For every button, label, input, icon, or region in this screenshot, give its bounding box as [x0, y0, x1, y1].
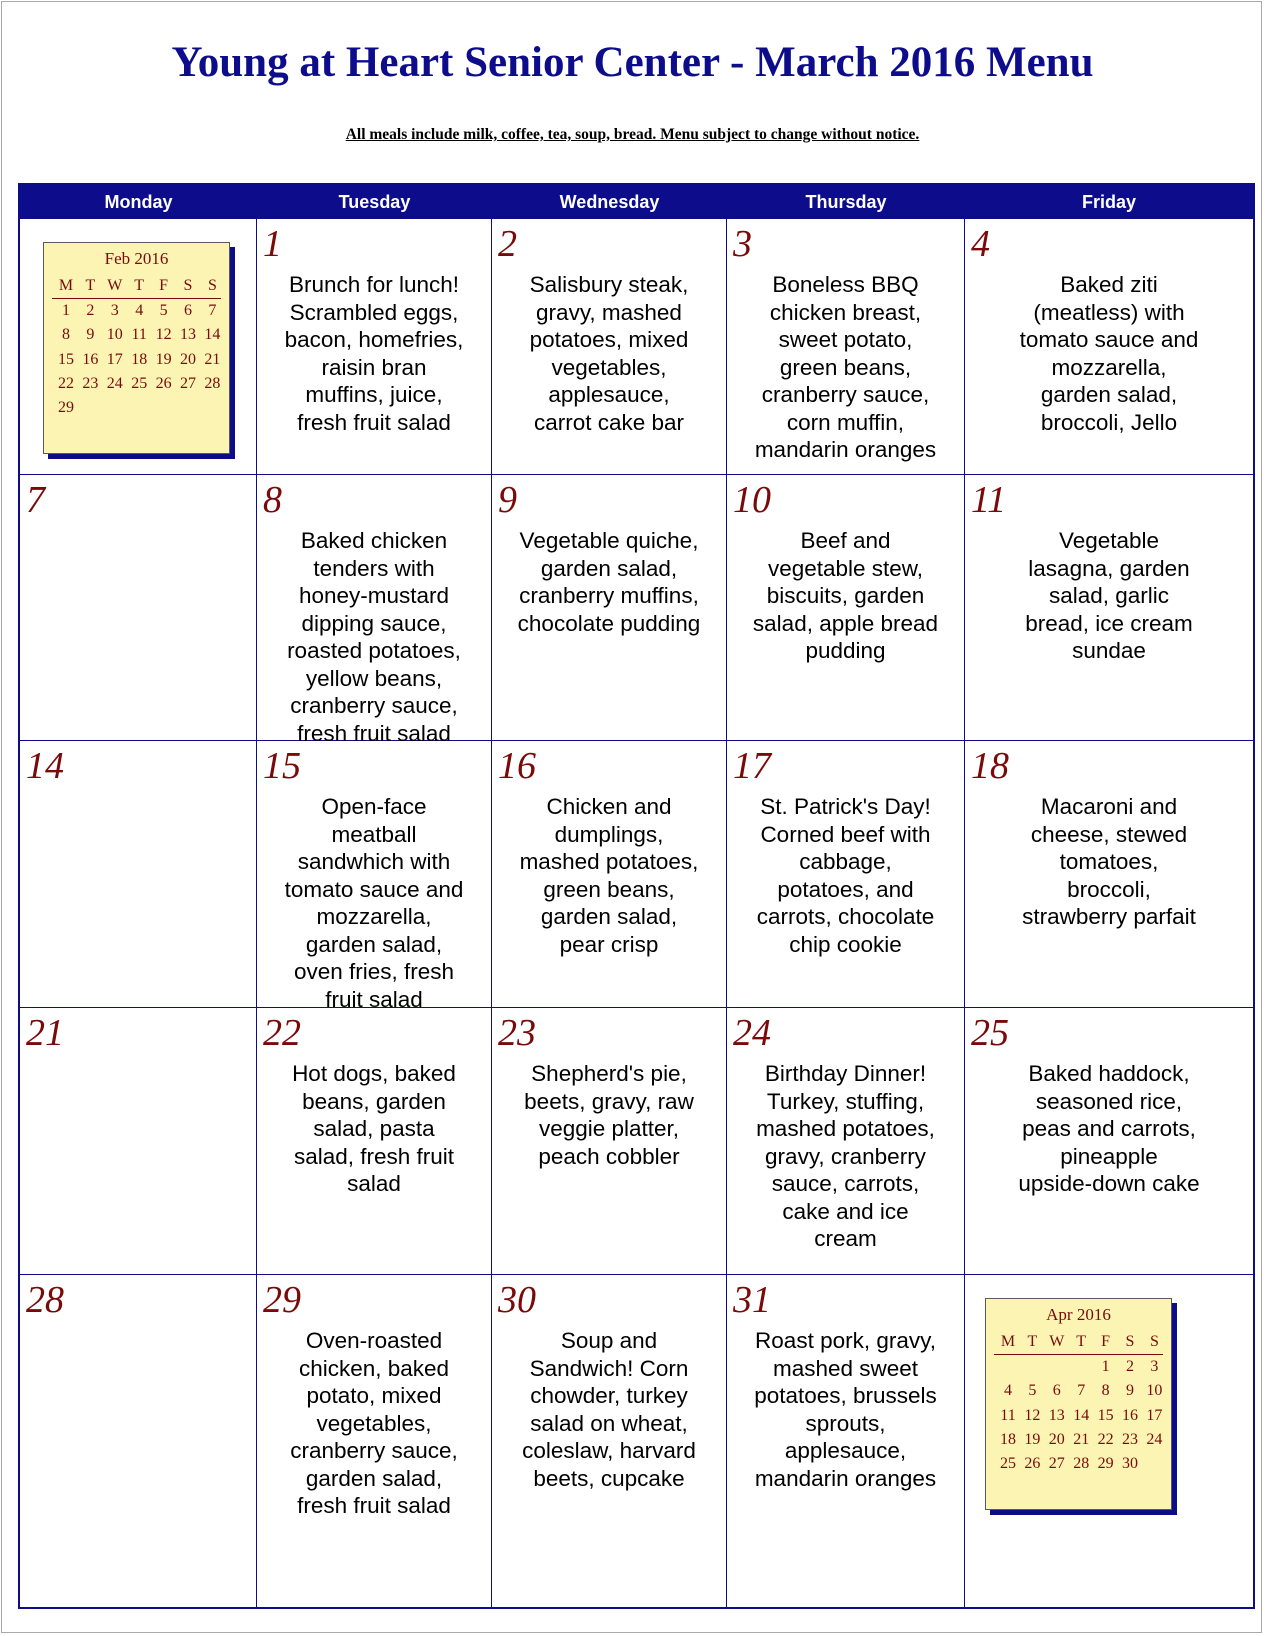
mini-calendar-weekday-letter: T — [134, 277, 145, 294]
menu-text: Baked chicken tenders with honey-mustard dipping sauce, roasted potatoes, yellow beans, cranberry sauce, fresh fruit salad — [287, 528, 461, 746]
weekday-header-monday: Monday — [104, 192, 173, 212]
mini-calendar-date: 25 — [1000, 1455, 1016, 1473]
day-cell-1 — [257, 219, 492, 475]
menu-text: Vegetable lasagna, garden salad, garlic bread, ice cream sundae — [1025, 528, 1193, 663]
mini-calendar-weekday-letter: T — [1027, 1333, 1038, 1350]
mini-calendar-date: 12 — [1024, 1406, 1041, 1424]
mini-calendar-date: 18 — [131, 350, 148, 368]
mini-calendar-date: 8 — [62, 326, 70, 344]
menu-text: Baked ziti (meatless) with tomato sauce and mozzarella, garden salad, broccoli, Jello — [1019, 272, 1199, 435]
day-cell-24 — [727, 1008, 965, 1275]
mini-calendar-title: Feb 2016 — [104, 249, 169, 268]
mini-calendar-date: 26 — [1024, 1455, 1041, 1473]
day-number: 14 — [26, 745, 64, 787]
weekday-header-tuesday: Tuesday — [338, 192, 411, 212]
mini-calendar-date: 22 — [58, 374, 74, 392]
day-cell-3 — [727, 219, 965, 475]
day-number: 21 — [26, 1012, 64, 1054]
day-number: 11 — [971, 479, 1007, 521]
mini-calendar-weekday-letter: S — [1125, 1333, 1135, 1350]
mini-calendar-date: 30 — [1122, 1455, 1138, 1473]
mini-calendar-weekday-letter: F — [159, 277, 169, 294]
day-number: 4 — [971, 223, 990, 265]
mini-calendar-date: 7 — [1077, 1382, 1086, 1400]
mini-calendar-date: 4 — [1004, 1382, 1012, 1400]
day-number: 1 — [263, 223, 282, 265]
mini-calendar-date: 20 — [180, 350, 196, 368]
mini-calendar-cell — [20, 219, 257, 475]
menu-text: Vegetable quiche, garden salad, cranberry muffins, chocolate pudding — [517, 528, 701, 636]
mini-calendar-date: 3 — [1150, 1358, 1159, 1375]
day-cell-14 — [20, 741, 257, 1008]
weekday-header-wednesday: Wednesday — [559, 192, 660, 212]
menu-notice: All meals include milk, coffee, tea, soup, bread. Menu subject to change without notice. — [345, 126, 920, 143]
mini-calendar-weekday-letter: M — [1000, 1333, 1016, 1350]
menu-text: Soup and Sandwich! Corn chowder, turkey salad on wheat, coleslaw, harvard beets, cupcake — [522, 1328, 696, 1491]
mini-calendar-date: 6 — [1052, 1382, 1061, 1400]
mini-calendar-date: 20 — [1048, 1430, 1065, 1448]
day-cell-16 — [492, 741, 727, 1008]
menu-text: Beef and vegetable stew, biscuits, garden salad, apple bread pudding — [752, 528, 939, 663]
day-number: 25 — [971, 1012, 1009, 1054]
weekday-header-thursday: Thursday — [805, 192, 887, 212]
page-title: Young at Heart Senior Center - March 2016 Menu — [171, 39, 1094, 86]
day-number: 9 — [498, 479, 517, 521]
mini-calendar-date: 26 — [155, 374, 172, 392]
mini-calendar-date: 8 — [1101, 1382, 1110, 1400]
mini-calendar-date: 13 — [180, 326, 196, 344]
mini-calendar-cell — [965, 1275, 1253, 1607]
menu-text: Macaroni and cheese, stewed tomatoes, broccoli, strawberry parfait — [1022, 794, 1196, 929]
mini-calendar-date: 9 — [86, 326, 95, 344]
day-cell-7 — [20, 475, 257, 741]
day-cell-21 — [20, 1008, 257, 1275]
mini-calendar-feb — [43, 242, 230, 454]
mini-calendar-date: 29 — [58, 399, 74, 417]
mini-calendar-date: 19 — [155, 350, 172, 368]
day-cell-9 — [492, 475, 727, 741]
menu-text: Boneless BBQ chicken breast, sweet potato, green beans, cranberry sauce, corn muffin, mandarin oranges — [754, 272, 937, 462]
day-cell-2 — [492, 219, 727, 475]
day-cell-23 — [492, 1008, 727, 1275]
mini-calendar-date: 27 — [1048, 1455, 1065, 1473]
menu-text: Chicken and dumplings, mashed potatoes, green beans, garden salad, pear crisp — [519, 794, 699, 957]
mini-calendar-date: 16 — [82, 350, 99, 368]
day-number: 10 — [733, 479, 771, 521]
menu-text: Hot dogs, baked beans, garden salad, pasta salad, fresh fruit salad — [292, 1061, 456, 1196]
day-number: 8 — [263, 479, 282, 521]
day-number: 7 — [26, 479, 45, 521]
mini-calendar-date: 21 — [204, 350, 221, 368]
mini-calendar-date: 11 — [131, 326, 147, 344]
mini-calendar-date: 18 — [1000, 1430, 1016, 1448]
day-cell-15 — [257, 741, 492, 1012]
day-number: 31 — [733, 1279, 771, 1321]
menu-text: Baked haddock, seasoned rice, peas and carrots, pineapple upside-down cake — [1018, 1061, 1200, 1196]
mini-calendar-apr — [985, 1298, 1172, 1510]
menu-text: Shepherd's pie, beets, gravy, raw veggie platter, peach cobbler — [524, 1061, 694, 1169]
mini-calendar-date: 24 — [106, 374, 123, 392]
day-number: 23 — [498, 1012, 536, 1054]
mini-calendar-date: 5 — [159, 302, 168, 319]
day-number: 28 — [26, 1279, 64, 1321]
menu-text: Open-face meatball sandwhich with tomato sauce and mozzarella, garden salad, oven fries, fresh fruit salad — [284, 794, 464, 1012]
mini-calendar-date: 17 — [1146, 1406, 1163, 1424]
mini-calendar-date: 3 — [110, 302, 119, 319]
day-number: 3 — [733, 223, 752, 265]
day-number: 16 — [498, 745, 536, 787]
weekday-header-friday: Friday — [1081, 192, 1137, 212]
mini-calendar-date: 14 — [204, 326, 221, 344]
day-cell-28 — [20, 1275, 257, 1607]
mini-calendar-date: 15 — [1097, 1406, 1114, 1424]
mini-calendar-date: 17 — [106, 350, 123, 368]
mini-calendar-date: 22 — [1097, 1430, 1114, 1448]
mini-calendar-date: 11 — [1000, 1406, 1016, 1424]
mini-calendar-weekday-letter: W — [107, 277, 123, 294]
mini-calendar-date: 2 — [86, 302, 95, 319]
day-cell-25 — [965, 1008, 1253, 1275]
mini-calendar-date: 7 — [208, 302, 217, 319]
mini-calendar-date: 23 — [82, 374, 99, 392]
day-number: 29 — [263, 1279, 301, 1321]
day-cell-8 — [257, 475, 492, 746]
mini-calendar-date: 9 — [1126, 1382, 1134, 1400]
weekday-header-row — [20, 185, 1253, 219]
menu-text: Salisbury steak, gravy, mashed potatoes, mixed vegetables, applesauce, carrot cake bar — [529, 272, 689, 435]
mini-calendar-date: 15 — [58, 350, 74, 368]
day-cell-29 — [257, 1275, 492, 1607]
mini-calendar-title: Apr 2016 — [1046, 1305, 1111, 1324]
mini-calendar-date: 5 — [1028, 1382, 1037, 1400]
mini-calendar-date: 6 — [184, 302, 192, 319]
mini-calendar-date: 21 — [1073, 1430, 1090, 1448]
menu-text: Oven-roasted chicken, baked potato, mixed vegetables, cranberry sauce, garden salad, fresh fruit salad — [290, 1328, 458, 1518]
mini-calendar-weekday-letter: T — [85, 277, 96, 294]
day-cell-30 — [492, 1275, 727, 1607]
day-cell-11 — [965, 475, 1253, 741]
day-cell-10 — [727, 475, 965, 741]
mini-calendar-date: 28 — [1073, 1455, 1090, 1473]
mini-calendar-date: 24 — [1146, 1430, 1163, 1448]
mini-calendar-weekday-letter: S — [207, 277, 217, 294]
mini-calendar-date: 14 — [1073, 1406, 1090, 1424]
mini-calendar-date: 27 — [180, 374, 196, 392]
day-number: 2 — [498, 223, 517, 265]
mini-calendar-date: 10 — [106, 326, 123, 344]
mini-calendar-date: 23 — [1122, 1430, 1138, 1448]
day-number: 18 — [971, 745, 1009, 787]
mini-calendar-weekday-letter: F — [1101, 1333, 1111, 1350]
menu-text: Roast pork, gravy, mashed sweet potatoes, brussels sprouts, applesauce, mandarin oranges — [754, 1328, 937, 1491]
day-cell-18 — [965, 741, 1253, 1008]
mini-calendar-weekday-letter: T — [1076, 1333, 1087, 1350]
mini-calendar-weekday-letter: S — [1149, 1333, 1159, 1350]
mini-calendar-date: 1 — [1101, 1358, 1110, 1375]
day-number: 30 — [498, 1279, 536, 1321]
day-cell-31 — [727, 1275, 965, 1607]
mini-calendar-weekday-letter: S — [183, 277, 193, 294]
mini-calendar-date: 28 — [204, 374, 221, 392]
day-number: 22 — [263, 1012, 301, 1054]
mini-calendar-weekday-letter: W — [1049, 1333, 1065, 1350]
mini-calendar-date: 2 — [1126, 1358, 1134, 1375]
mini-calendar-date: 10 — [1146, 1382, 1163, 1400]
mini-calendar-date: 25 — [131, 374, 148, 392]
mini-calendar-date: 13 — [1048, 1406, 1065, 1424]
menu-text: Birthday Dinner! Turkey, stuffing, mashed potatoes, gravy, cranberry sauce, carrots, cake and ice cream — [756, 1061, 935, 1251]
mini-calendar-date: 12 — [155, 326, 172, 344]
menu-text: Brunch for lunch! Scrambled eggs, bacon, homefries, raisin bran muffins, juice, fresh fruit salad — [284, 272, 464, 435]
day-cell-4 — [965, 219, 1253, 475]
day-number: 17 — [733, 745, 771, 787]
day-cell-17 — [727, 741, 965, 1008]
mini-calendar-weekday-letter: M — [58, 277, 74, 294]
day-number: 24 — [733, 1012, 771, 1054]
mini-calendar-date: 4 — [135, 302, 144, 319]
day-cell-22 — [257, 1008, 492, 1275]
month-calendar — [18, 183, 1255, 1609]
mini-calendar-date: 29 — [1097, 1455, 1114, 1473]
menu-text: St. Patrick's Day! Corned beef with cabbage, potatoes, and carrots, chocolate chip cookie — [756, 794, 935, 957]
mini-calendar-date: 1 — [62, 302, 70, 319]
mini-calendar-date: 19 — [1024, 1430, 1041, 1448]
day-number: 15 — [263, 745, 301, 787]
mini-calendar-date: 16 — [1122, 1406, 1138, 1424]
